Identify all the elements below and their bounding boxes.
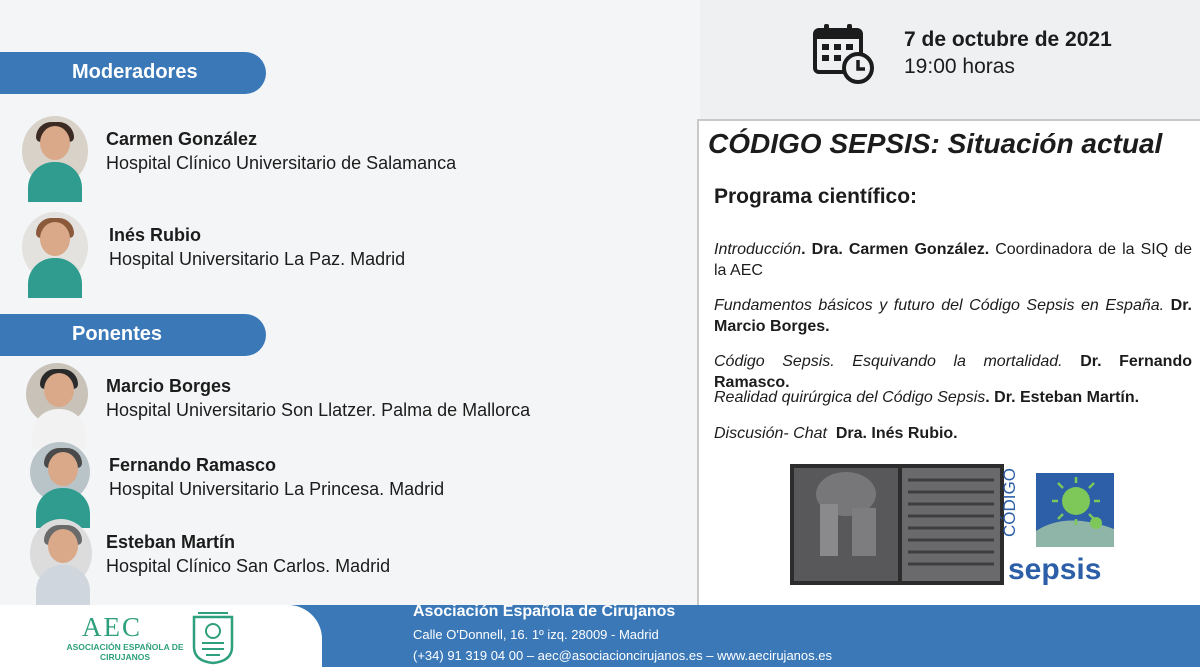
event-time: 19:00 horas [904,55,1015,78]
moderator-org: Hospital Clínico Universitario de Salamanca [106,153,457,173]
speaker-org: Hospital Clínico San Carlos. Madrid [106,556,391,576]
program-item: Discusión- Chat Dra. Inés Rubio. [714,425,958,442]
speaker-card [26,363,686,435]
footer-address: Calle O'Donnell, 16. 1º izq. 28009 - Madrid [413,627,659,642]
program-card [697,119,1200,605]
program-subtitle: Programa científico: [714,185,918,208]
avatar [26,363,88,425]
program-item: Realidad quirúrgica del Código Sepsis. Dr. Esteban Martín. [714,389,1140,406]
speaker-name: Esteban Martín [106,532,236,552]
footer-contact: (+34) 91 319 04 00 – aec@asociacioncirujanos.es – www.aecirujanos.es [413,648,832,663]
moderators-label: Moderadores [72,61,198,83]
speaker-card [30,519,690,591]
speaker-name: Marcio Borges [106,376,232,396]
speaker-org: Hospital Universitario La Princesa. Madrid [109,479,445,499]
moderator-name: Inés Rubio [109,225,202,245]
speakers-header [0,314,266,356]
moderators-header [0,52,266,94]
program-item: Fundamentos básicos y futuro del Código Sepsis en España. Dr. Marcio Borges. [714,297,1192,335]
speaker-card [30,442,690,514]
event-date: 7 de octubre de 2021 [904,28,1112,51]
program-item: Introducción. Dra. Carmen González. Coordinadora de la SIQ de la AEC [714,241,1192,279]
moderator-name: Carmen González [106,129,258,149]
avatar [22,212,88,282]
aec-emblem-icon [188,611,238,665]
aec-logo-text: AEC [82,612,142,642]
speaker-org: Hospital Universitario Son Llatzer. Palma de Mallorca [106,400,531,420]
codigo-sepsis-logo [1000,468,1116,586]
avatar [30,442,90,502]
speakers-label: Ponentes [72,323,163,345]
moderator-org: Hospital Universitario La Paz. Madrid [109,249,406,269]
footer-org-name: Asociación Española de Cirujanos [413,603,676,620]
program-item: Código Sepsis. Esquivando la mortalidad. Dr. Fernando Ramasco. [714,353,1192,391]
moderator-card [22,116,682,188]
program-title: CÓDIGO SEPSIS: Situación actual [708,128,1163,159]
moderator-card [22,212,682,284]
svg-text:sepsis: sepsis [1008,553,1102,586]
svg-text:CÓDIGO: CÓDIGO [1000,468,1019,537]
aec-logo-subtitle: ASOCIACIÓN ESPAÑOLA DE CIRUJANOS [66,642,184,662]
avatar [30,519,92,587]
speaker-name: Fernando Ramasco [109,455,277,475]
calendar-clock-icon [812,23,876,85]
avatar [22,116,88,186]
stele-image [790,464,1004,585]
